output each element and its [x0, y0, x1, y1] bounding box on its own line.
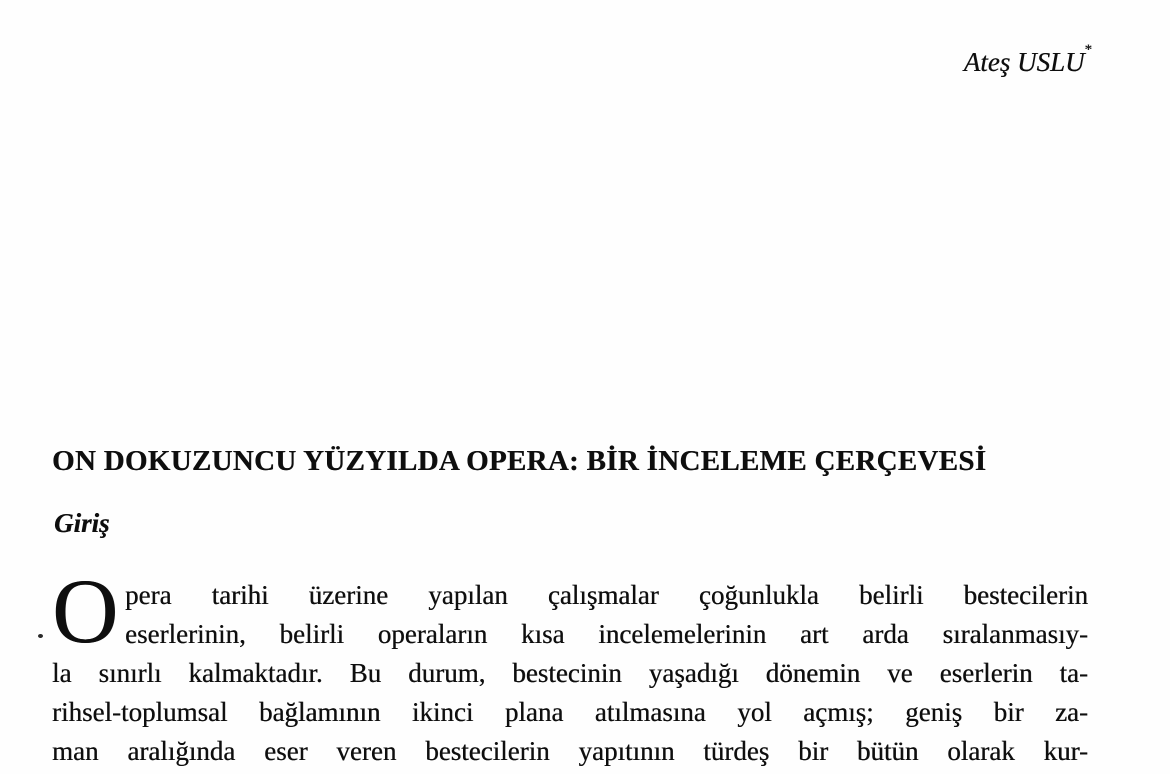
paragraph-line-5: man aralığında eser veren bestecilerin yapıtının türdeş bir bütün olarak kur-: [52, 736, 1088, 766]
author-name: Ateş USLU: [963, 47, 1085, 77]
paragraph-line-1: pera tarihi üzerine yapılan çalışmalar çoğunlukla belirli bestecilerin: [125, 580, 1088, 610]
paragraph-line-2: eserlerinin, belirli operaların kısa incelemelerinin art arda sıralanmasıy-: [125, 619, 1088, 649]
body-paragraph: [52, 560, 1088, 771]
paragraph-line-4: rihsel-toplumsal bağlamının ikinci plana atılmasına yol açmış; geniş bir za-: [52, 697, 1088, 727]
drop-cap-letter: O: [52, 560, 119, 662]
section-heading-giris: Giriş: [54, 508, 110, 538]
author-byline: [963, 42, 1092, 79]
article-title: ON DOKUZUNCU YÜZYILDA OPERA: BİR İNCELEME ÇERÇEVESİ: [52, 445, 987, 477]
author-footnote-mark: *: [1084, 42, 1092, 58]
ink-speck: [38, 634, 43, 638]
paragraph-line-3: la sınırlı kalmaktadır. Bu durum, bestecinin yaşadığı dönemin ve eserlerin ta-: [52, 658, 1088, 688]
